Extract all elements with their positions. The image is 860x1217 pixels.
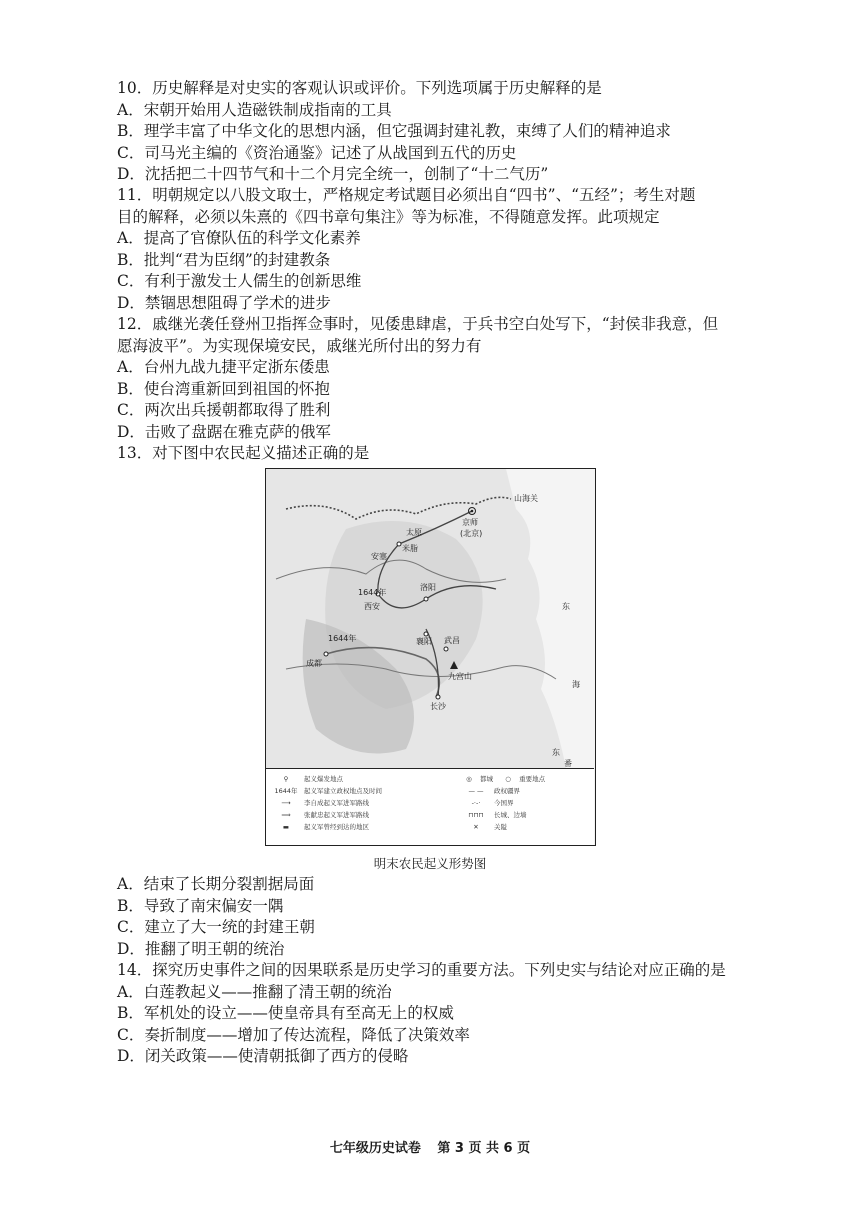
option-b: B．批判“君为臣纲”的封建教条: [117, 250, 331, 269]
thick-arrow-route-icon: ⟹: [281, 811, 291, 819]
legend-origin: ⚲ 起义爆发地点: [272, 774, 343, 783]
question-10: [117, 78, 767, 186]
label-xiangyang: 襄阳: [416, 637, 432, 646]
question-stem-line-1: 11．明朝规定以八股文取士，严格规定考试题目必须出自“四书”、“五经”；考生对题: [117, 186, 696, 204]
label-beijing: (北京): [460, 529, 483, 538]
label-chengdu: 成都: [306, 659, 322, 668]
capital-icon: ◎: [466, 775, 472, 783]
option-d: D．闭关政策——使清朝抵御了西方的侵略: [117, 1047, 409, 1065]
label-taiyuan: 太原: [406, 528, 422, 537]
option-a: A．宋朝开始用人造磁铁制成指南的工具: [117, 100, 392, 119]
option-c: C．两次出兵援朝都取得了胜利: [117, 401, 331, 419]
question-stem: 13．对下图中农民起义描述正确的是: [117, 444, 370, 462]
label-shanhaiguan: 山海关: [514, 494, 538, 503]
question-12: [117, 314, 767, 443]
label-year-chengdu: 1644年: [328, 634, 357, 643]
dashed-line-icon: — —: [468, 787, 484, 795]
footer-subject: 七年级历史试卷: [329, 1141, 421, 1156]
flag-icon: 1644年: [274, 787, 298, 795]
legend-zhang-route: ⟹ 张献忠起义军进军路线: [272, 810, 369, 819]
option-b: B．导致了南宋偏安一隅: [117, 896, 284, 915]
legend-area: ▬ 起义军曾经到达的地区: [272, 822, 369, 831]
option-a: A．白莲教起义——推翻了清王朝的统治: [117, 982, 392, 1001]
label-sea-hai: 海: [572, 680, 580, 689]
map-caption: 明末农民起义形势图: [373, 856, 487, 871]
option-b: B．使台湾重新回到祖国的怀抱: [117, 379, 330, 398]
page-footer: [0, 1137, 860, 1156]
shaded-area-icon: ▬: [282, 823, 290, 831]
label-xian: 西安: [364, 602, 380, 611]
map-canvas: [266, 469, 594, 768]
option-d: D．推翻了明王朝的统治: [117, 939, 285, 958]
option-c: C．有利于激发士人儒生的创新思维: [117, 272, 362, 290]
map-legend: [266, 768, 594, 845]
option-a: A．台州九战九捷平定浙东倭患: [117, 358, 330, 376]
option-a: A．结束了长期分裂割据局面: [117, 875, 315, 893]
option-d: D．沈括把二十四节气和十二个月完全统一，创制了“十二气历”: [117, 165, 549, 183]
dotted-line-icon: -·-·: [471, 799, 481, 807]
arrow-route-icon: ⟶: [281, 799, 291, 807]
option-a: A．提高了官僚队伍的科学文化素养: [117, 229, 361, 247]
uprising-origin-icon: ⚲: [283, 775, 289, 783]
option-b: B．理学丰富了中华文化的思想内涵，但它强调封建礼教，束缚了人们的精神追求: [117, 122, 671, 140]
option-d: D．击败了盘踞在雅克萨的俄军: [117, 422, 331, 441]
label-luoyang: 洛阳: [420, 583, 436, 592]
label-changsha: 长沙: [430, 702, 446, 711]
option-c: C．建立了大一统的封建王朝: [117, 918, 315, 936]
question-stem-line-2: 愿海波平”。为实现保境安民，戚继光所付出的努力有: [117, 336, 482, 355]
question-stem: 14．探究历史事件之间的因果联系是历史学习的重要方法。下列史实与结论对应正确的是: [117, 961, 726, 979]
label-jingshi: 京师: [462, 518, 478, 527]
legend-boundary: — — 政权疆界: [462, 786, 520, 795]
wall-icon: ⊓⊓⊓: [468, 811, 484, 819]
question-11: [117, 185, 767, 314]
legend-li-route: ⟶ 李自成起义军进军路线: [272, 798, 369, 807]
place-icon: ○: [505, 775, 511, 783]
question-14: [117, 960, 767, 1068]
label-wuchang: 武昌: [444, 636, 460, 645]
option-b: B．军机处的设立——使皇帝具有至高无上的权威: [117, 1004, 454, 1022]
option-d: D．禁锢思想阻碍了学术的进步: [117, 293, 331, 312]
option-c: C．司马光主编的《资治通鉴》记述了从战国到五代的历史: [117, 143, 517, 162]
legend-border: -·-· 今国界: [462, 798, 514, 807]
label-east-sea-1: 东: [552, 748, 560, 757]
label-year-xian: 1644年: [358, 588, 387, 597]
pass-icon: ✕: [473, 823, 479, 831]
label-jiugongshan: 九宫山: [448, 672, 472, 681]
legend-regime: 1644年 起义军建立政权地点及时间: [272, 786, 382, 795]
legend-capital: ◎ 都城 ○ 重要地点: [462, 774, 545, 783]
legend-pass: ✕ 关隘: [462, 822, 507, 831]
question-stem-line-1: 12．戚继光袭任登州卫指挥佥事时，见倭患肆虐，于兵书空白处写下，“封侯非我意，但: [117, 315, 719, 333]
uprising-map: [265, 468, 596, 846]
label-ansai: 安塞: [371, 552, 387, 561]
question-stem: 10．历史解释是对史实的客观认识或评价。下列选项属于历史解释的是: [117, 79, 602, 97]
label-sea-east: 东: [562, 602, 570, 611]
label-east-sea-2: 番: [564, 759, 572, 768]
option-c: C．奏折制度——增加了传达流程，降低了决策效率: [117, 1025, 470, 1044]
legend-wall: ⊓⊓⊓ 长城、边墙: [462, 810, 527, 819]
question-13-stem: [117, 443, 767, 465]
question-stem-line-2: 目的解释，必须以朱熹的《四书章句集注》等为标准，不得随意发挥。此项规定: [117, 207, 660, 226]
footer-page-number: 第 3 页 共 6 页: [437, 1141, 531, 1156]
question-13-options: [117, 874, 767, 960]
label-mizhi: 米脂: [402, 544, 418, 553]
